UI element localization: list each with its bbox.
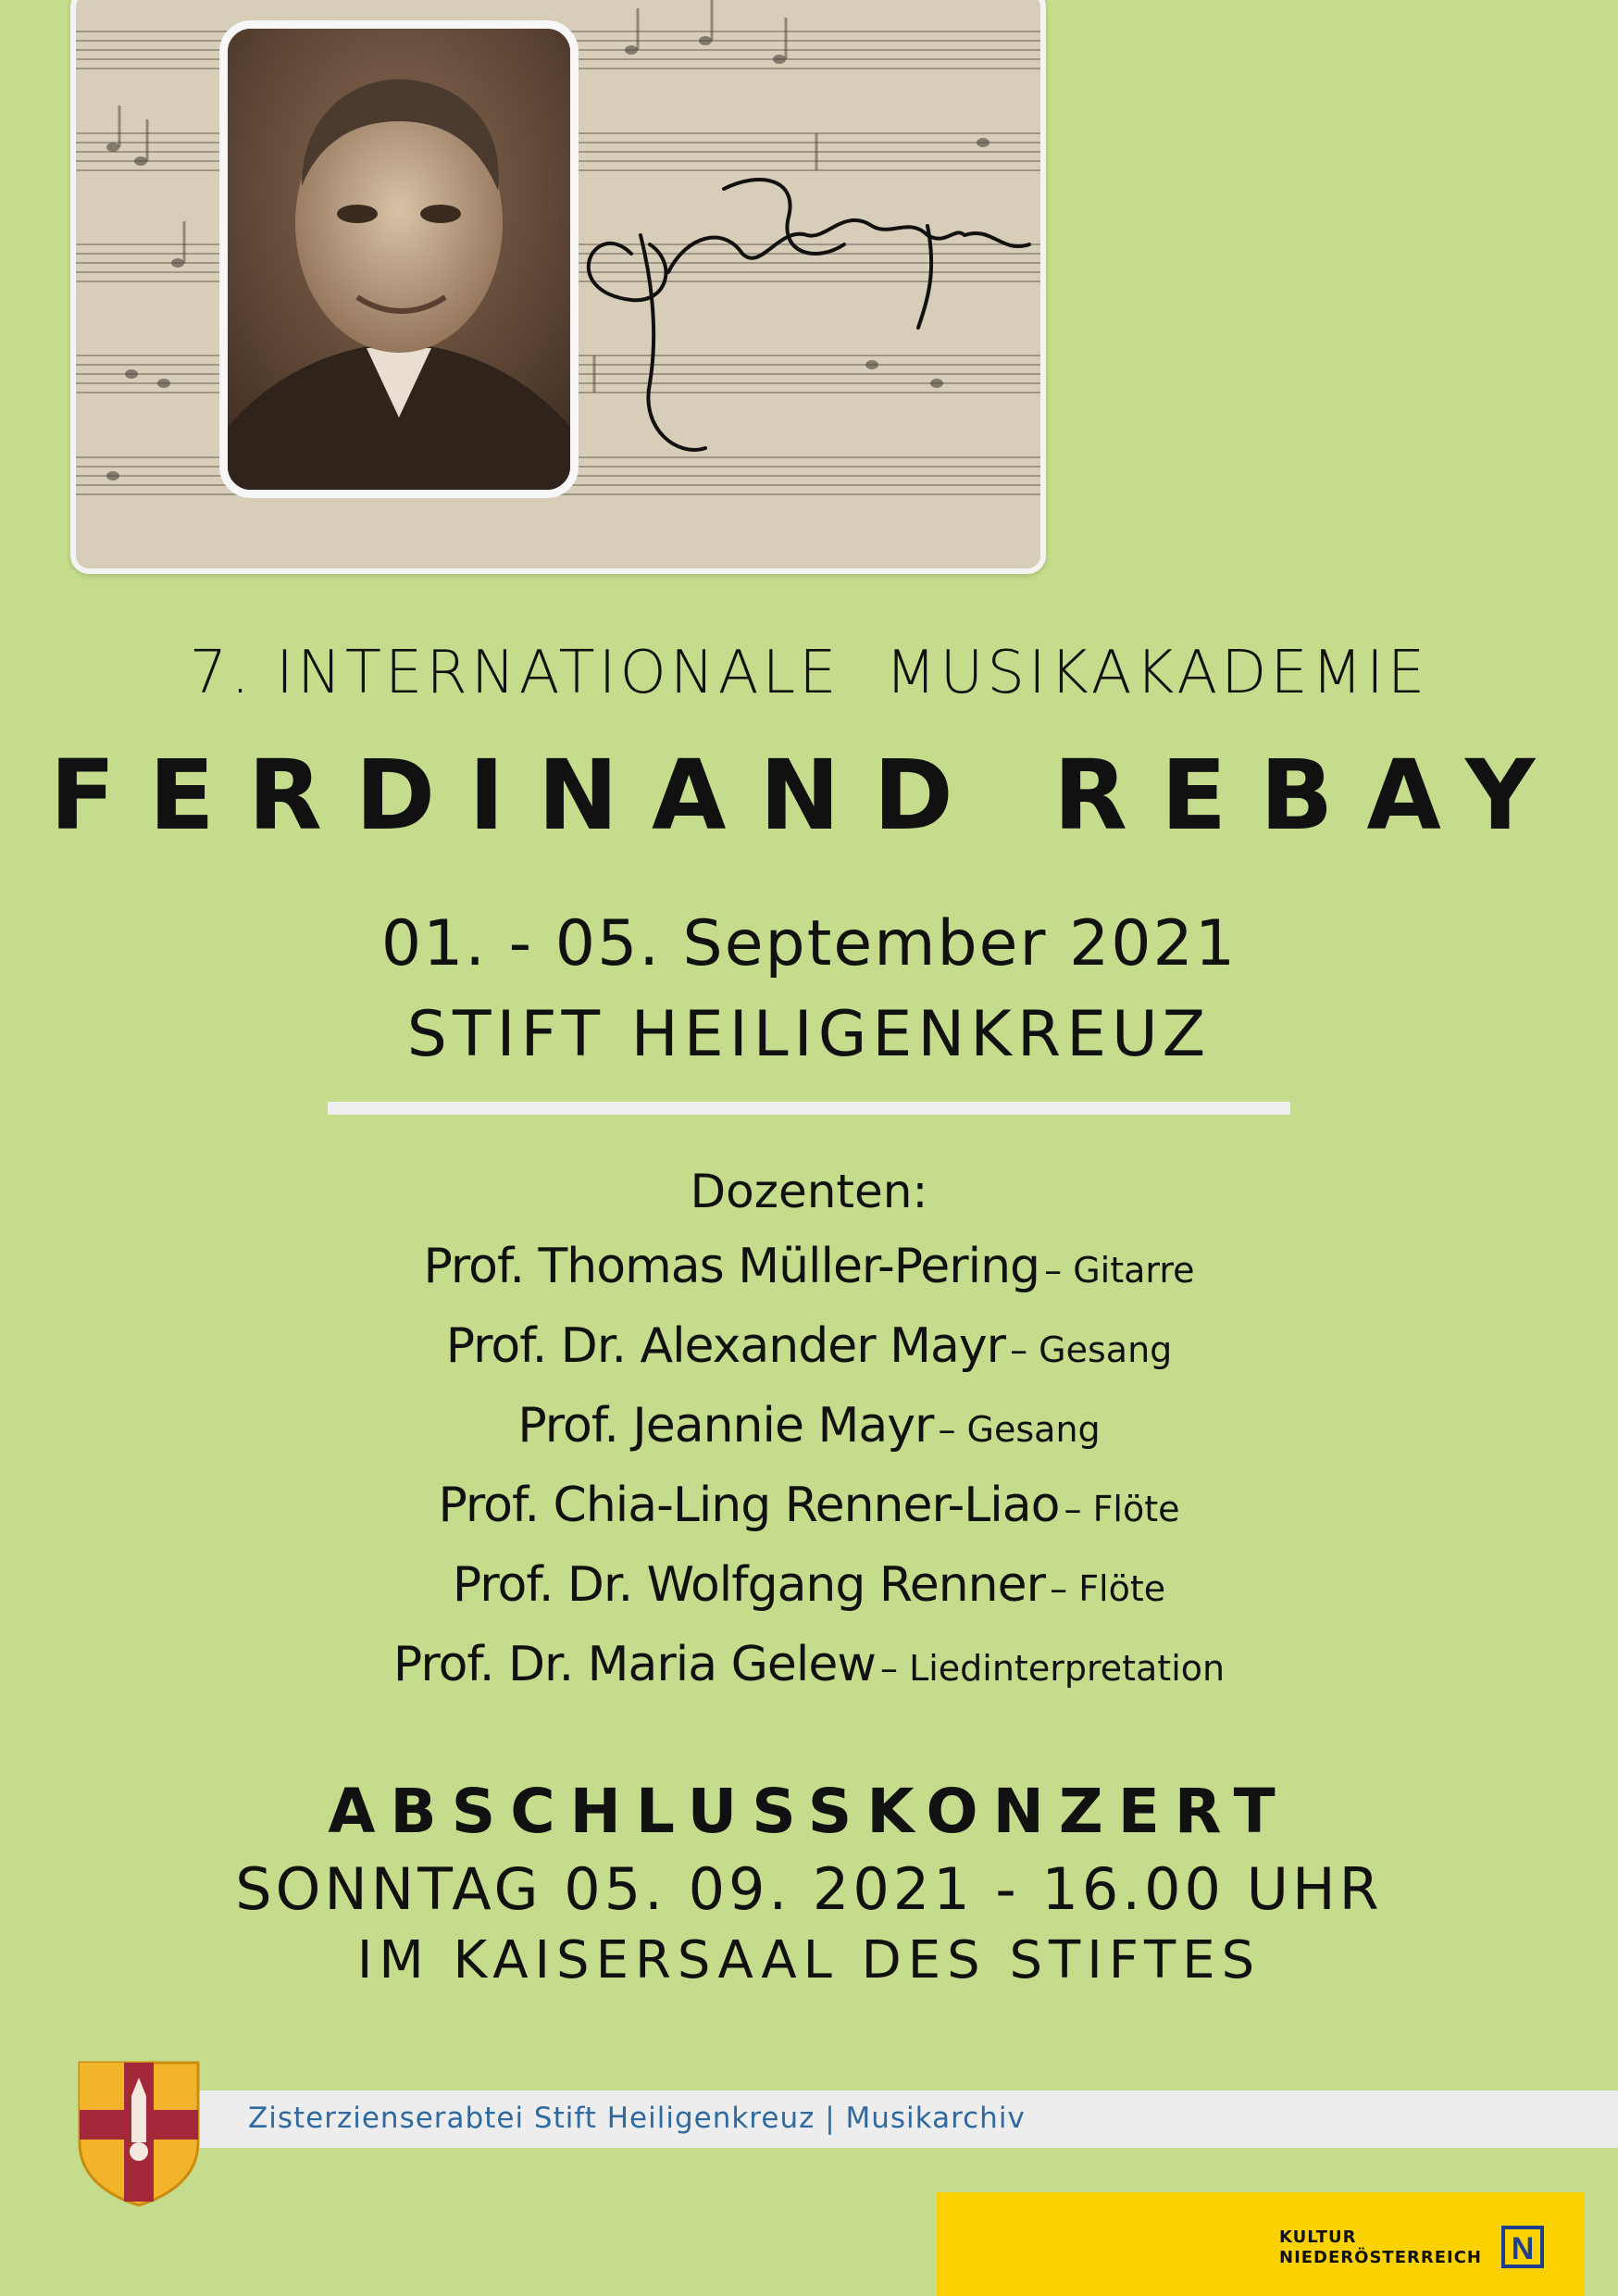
event-venue: STIFT HEILIGENKREUZ xyxy=(406,998,1212,1071)
divider xyxy=(328,1102,1290,1115)
organization-name: Zisterzienserabtei Stift Heiligenkreuz | Musikarchiv xyxy=(248,2102,1026,2135)
sponsor-banner xyxy=(937,2192,1585,2296)
concert-title: ABSCHLUSSKONZERT xyxy=(328,1776,1290,1847)
concert-datetime: SONNTAG 05. 09. 2021 - 16.00 UHR xyxy=(235,1855,1383,1923)
niederoesterreich-logo-icon xyxy=(1501,2226,1544,2268)
sponsor-text xyxy=(1279,2227,1482,2268)
lecturer-name: Prof. Jeannie Mayr xyxy=(517,1398,934,1454)
logo-letter: N xyxy=(1511,2231,1535,2266)
lecturer-item xyxy=(0,1557,1618,1613)
lecturer-name: Prof. Dr. Wolfgang Renner xyxy=(452,1557,1046,1613)
sponsor-line-2: NIEDERÖSTERREICH xyxy=(1279,2248,1482,2267)
lecturer-item xyxy=(0,1398,1618,1454)
page-title: FERDINAND REBAY xyxy=(49,739,1569,852)
lecturer-subject: – Gitarre xyxy=(1044,1250,1195,1291)
hero-image xyxy=(70,0,1046,574)
abbey-crest-icon xyxy=(76,2059,202,2207)
concert-place: IM KAISERSAAL DES STIFTES xyxy=(356,1930,1262,1990)
lecturers-label: Dozenten: xyxy=(690,1165,928,1218)
academy-subtitle: 7. INTERNATIONALE MUSIKAKADEMIE xyxy=(189,639,1429,707)
lecturer-item xyxy=(0,1239,1618,1294)
lecturer-subject: – Flöte xyxy=(1064,1489,1180,1529)
event-dates: 01. - 05. September 2021 xyxy=(380,907,1238,980)
portrait-photo xyxy=(219,20,579,498)
lecturer-subject: – Gesang xyxy=(938,1409,1101,1450)
lecturer-name: Prof. Dr. Alexander Mayr xyxy=(445,1318,1005,1374)
lecturer-item xyxy=(0,1637,1618,1692)
sponsor-line-1: KULTUR xyxy=(1279,2227,1357,2247)
lecturer-name: Prof. Thomas Müller-Pering xyxy=(423,1239,1040,1294)
lecturer-name: Prof. Dr. Maria Gelew xyxy=(392,1637,876,1692)
lecturer-subject: – Flöte xyxy=(1050,1568,1166,1609)
lecturer-name: Prof. Chia-Ling Renner-Liao xyxy=(438,1478,1060,1533)
lecturer-item xyxy=(0,1478,1618,1533)
lecturer-subject: – Liedinterpretation xyxy=(879,1648,1226,1689)
lecturer-item xyxy=(0,1318,1618,1374)
lecturer-subject: – Gesang xyxy=(1010,1329,1173,1370)
